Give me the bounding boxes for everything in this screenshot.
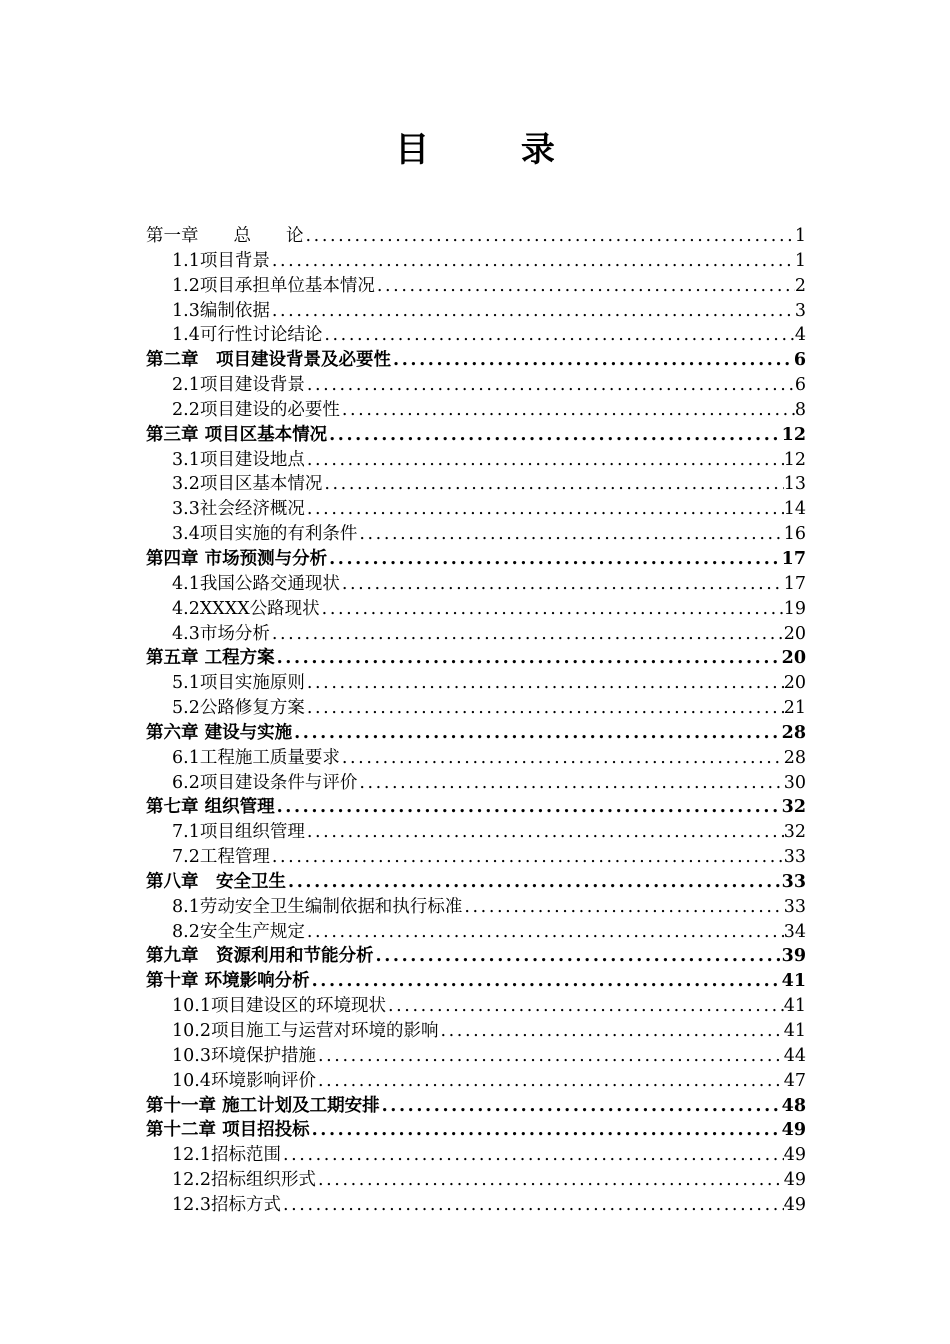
- toc-dot-leader: [304, 224, 795, 248]
- toc-page-number: 17: [783, 573, 806, 594]
- toc-section-entry[interactable]: [146, 696, 806, 721]
- toc-dot-leader: [438, 1019, 783, 1043]
- toc-chapter-entry[interactable]: [146, 423, 806, 448]
- toc-entry-label: 12.1招标范围: [172, 1145, 281, 1166]
- toc-dot-leader: [462, 895, 783, 919]
- toc-dot-leader: [270, 845, 784, 869]
- toc-dot-leader: [305, 671, 784, 695]
- toc-page-number: 6: [794, 375, 806, 396]
- toc-dot-leader: [327, 547, 782, 571]
- toc-entry-label: 10.2项目施工与运营对环境的影响: [172, 1021, 439, 1041]
- toc-section-entry[interactable]: [146, 920, 806, 945]
- toc-chapter-entry[interactable]: [146, 721, 806, 746]
- toc-entry-label: 第四章 市场预测与分析: [146, 548, 328, 569]
- toc-dot-leader: [316, 1168, 784, 1192]
- toc-dot-leader: [322, 323, 795, 347]
- toc-chapter-entry[interactable]: [146, 224, 806, 249]
- toc-page-number: 4: [794, 325, 806, 346]
- toc-dot-leader: [305, 373, 795, 397]
- toc-entry-label: 1.3编制依据: [172, 300, 270, 321]
- toc-entry-label: 8.1劳动安全卫生编制依据和执行标准: [172, 896, 463, 917]
- toc-section-entry[interactable]: [146, 249, 806, 274]
- toc-dot-leader: [286, 870, 782, 894]
- toc-section-entry[interactable]: [146, 448, 806, 473]
- toc-entry-label: 第十一章 施工计划及工期安排: [146, 1095, 380, 1116]
- toc-page-number: 13: [783, 474, 806, 495]
- toc-page-number: 28: [781, 722, 806, 743]
- toc-dot-leader: [327, 423, 782, 447]
- toc-dot-leader: [375, 274, 795, 298]
- toc-section-entry[interactable]: [146, 1193, 806, 1218]
- toc-entry-label: 1.4可行性讨论结论: [172, 325, 323, 346]
- toc-dot-leader: [340, 398, 795, 422]
- toc-section-entry[interactable]: [146, 1044, 806, 1069]
- toc-entry-label: 3.3社会经济概况: [172, 499, 305, 520]
- toc-dot-leader: [305, 696, 784, 720]
- toc-chapter-entry[interactable]: [146, 646, 806, 671]
- toc-entry-label: 第十章 环境影响分析: [146, 971, 310, 992]
- toc-section-entry[interactable]: [146, 274, 806, 299]
- toc-page-number: 39: [781, 946, 806, 967]
- toc-dot-leader: [357, 771, 783, 795]
- toc-entry-label: 第三章 项目区基本情况: [146, 424, 328, 445]
- toc-entry-label: 第八章 安全卫生: [146, 871, 286, 892]
- toc-section-entry[interactable]: [146, 1143, 806, 1168]
- toc-page-number: 32: [783, 822, 806, 843]
- toc-dot-leader: [292, 721, 782, 745]
- toc-section-entry[interactable]: [146, 994, 806, 1019]
- toc-page-number: 20: [783, 623, 806, 644]
- toc-dot-leader: [340, 572, 784, 596]
- toc-page-number: 47: [783, 1070, 806, 1091]
- toc-section-entry[interactable]: [146, 845, 806, 870]
- toc-entry-label: 4.2XXXX公路现状: [172, 598, 320, 619]
- toc-page-number: 33: [783, 896, 806, 917]
- toc-entry-label: 8.2安全生产规定: [172, 921, 305, 942]
- toc-section-entry[interactable]: [146, 323, 806, 348]
- toc-page-number: 14: [783, 499, 806, 520]
- toc-dot-leader: [281, 1143, 784, 1167]
- toc-page-number: 1: [794, 226, 806, 246]
- toc-entry-label: 1.2项目承担单位基本情况: [172, 275, 375, 296]
- toc-page-number: 32: [781, 797, 806, 818]
- toc-dot-leader: [316, 1069, 784, 1093]
- toc-section-entry[interactable]: [146, 1168, 806, 1193]
- toc-section-entry[interactable]: [146, 497, 806, 522]
- toc-entry-label: 第六章 建设与实施: [146, 722, 293, 743]
- toc-page-number: 2: [794, 275, 806, 296]
- toc-dot-leader: [380, 1094, 782, 1118]
- toc-dot-leader: [270, 299, 795, 323]
- toc-dot-leader: [320, 597, 784, 621]
- toc-dot-leader: [340, 746, 784, 770]
- toc-section-entry[interactable]: [146, 299, 806, 324]
- toc-chapter-entry[interactable]: [146, 969, 806, 994]
- toc-dot-leader: [322, 472, 783, 496]
- toc-dot-leader: [310, 1118, 782, 1142]
- toc-chapter-entry[interactable]: [146, 1094, 806, 1119]
- toc-section-entry[interactable]: [146, 746, 806, 771]
- toc-section-entry[interactable]: [146, 622, 806, 647]
- toc-chapter-entry[interactable]: [146, 944, 806, 969]
- toc-page-number: 44: [783, 1045, 806, 1066]
- toc-entry-label: 第五章 工程方案: [146, 648, 275, 669]
- toc-entry-label: 7.2工程管理: [172, 847, 270, 868]
- toc-page-number: 12: [783, 449, 806, 470]
- toc-entry-label: 1.1项目背景: [172, 250, 270, 271]
- toc-section-entry[interactable]: [146, 522, 806, 547]
- toc-dot-leader: [275, 646, 782, 670]
- toc-page-number: 17: [781, 548, 806, 569]
- toc-chapter-entry[interactable]: [146, 547, 806, 572]
- toc-entry-label: 第十二章 项目招投标: [146, 1120, 310, 1141]
- toc-page-number: 3: [794, 300, 806, 321]
- toc-page-number: 20: [781, 648, 806, 669]
- toc-dot-leader: [310, 969, 782, 993]
- toc-chapter-entry[interactable]: [146, 870, 806, 895]
- toc-page-number: 21: [783, 698, 806, 719]
- toc-page-number: 41: [781, 971, 806, 992]
- toc-dot-leader: [275, 795, 782, 819]
- toc-page-number: 34: [783, 921, 806, 942]
- toc-dot-leader: [305, 448, 784, 472]
- toc-page-number: 8: [794, 399, 806, 420]
- toc-page-number: 20: [783, 673, 806, 694]
- toc-dot-leader: [386, 994, 784, 1018]
- toc-section-entry[interactable]: [146, 572, 806, 597]
- toc-section-entry[interactable]: [146, 895, 806, 920]
- toc-entry-label: 3.1项目建设地点: [172, 449, 305, 470]
- toc-dot-leader: [305, 497, 784, 521]
- toc-chapter-entry[interactable]: [146, 348, 806, 373]
- toc-dot-leader: [305, 820, 784, 844]
- toc-entry-label: 5.2公路修复方案: [172, 698, 305, 719]
- toc-page-number: 19: [783, 598, 806, 619]
- toc-page-number: 28: [783, 747, 806, 768]
- toc-dot-leader: [357, 522, 783, 546]
- toc-entry-label: 第九章 资源利用和节能分析: [146, 946, 374, 967]
- toc-page-number: 49: [783, 1145, 806, 1166]
- toc-page-number: 49: [781, 1120, 806, 1141]
- toc-page-number: 6: [793, 350, 806, 371]
- page-title: 目 录: [395, 130, 595, 170]
- toc-entry-label: 6.1工程施工质量要求: [172, 747, 340, 768]
- toc-entry-label: 第一章 总 论: [146, 226, 304, 246]
- toc-section-entry[interactable]: [146, 597, 806, 622]
- toc-entry-label: 2.1项目建设背景: [172, 375, 305, 396]
- toc-entry-label: 4.1我国公路交通现状: [172, 573, 340, 594]
- toc-entry-label: 3.2项目区基本情况: [172, 474, 323, 495]
- toc-entry-label: 4.3市场分析: [172, 623, 270, 644]
- toc-section-entry[interactable]: [146, 398, 806, 423]
- toc-page-number: 33: [783, 847, 806, 868]
- toc-section-entry[interactable]: [146, 472, 806, 497]
- toc-page-number: 41: [783, 1021, 806, 1041]
- toc-section-entry[interactable]: [146, 820, 806, 845]
- toc-section-entry[interactable]: [146, 373, 806, 398]
- toc-entry-label: 7.1项目组织管理: [172, 822, 305, 843]
- toc-entry-label: 第二章 项目建设背景及必要性: [146, 350, 391, 371]
- toc-entry-label: 3.4项目实施的有利条件: [172, 524, 358, 545]
- toc-entry-label: 10.3环境保护措施: [172, 1045, 316, 1066]
- toc-chapter-entry[interactable]: [146, 1118, 806, 1143]
- toc-chapter-entry[interactable]: [146, 795, 806, 820]
- toc-page-number: 33: [781, 871, 806, 892]
- toc-page-number: 30: [783, 772, 806, 793]
- toc-entry-label: 10.4环境影响评价: [172, 1070, 316, 1091]
- toc-dot-leader: [374, 944, 782, 968]
- toc-page-number: 48: [781, 1095, 806, 1116]
- toc-page-number: 16: [783, 524, 806, 545]
- toc-entry-label: 第七章 组织管理: [146, 797, 275, 818]
- toc-page-number: 41: [783, 996, 806, 1017]
- toc-section-entry[interactable]: [146, 771, 806, 796]
- toc-dot-leader: [270, 249, 795, 273]
- toc-entry-label: 12.2招标组织形式: [172, 1170, 316, 1191]
- toc-dot-leader: [281, 1193, 784, 1217]
- toc-dot-leader: [305, 920, 784, 944]
- toc-entry-label: 10.1项目建设区的环境现状: [172, 996, 386, 1017]
- toc-entry-label: 2.2项目建设的必要性: [172, 399, 340, 420]
- toc-entry-label: 12.3招标方式: [172, 1194, 281, 1215]
- toc-page-number: 49: [783, 1170, 806, 1191]
- toc-section-entry[interactable]: [146, 1019, 806, 1044]
- toc-page-number: 49: [783, 1194, 806, 1215]
- toc-page-number: 12: [781, 424, 806, 445]
- toc-entry-label: 5.1项目实施原则: [172, 673, 305, 694]
- toc-page-number: 1: [794, 250, 806, 271]
- table-of-contents: [146, 224, 806, 1218]
- toc-dot-leader: [316, 1044, 784, 1068]
- toc-dot-leader: [270, 622, 784, 646]
- toc-section-entry[interactable]: [146, 1069, 806, 1094]
- toc-section-entry[interactable]: [146, 671, 806, 696]
- toc-entry-label: 6.2项目建设条件与评价: [172, 772, 358, 793]
- toc-dot-leader: [391, 348, 794, 372]
